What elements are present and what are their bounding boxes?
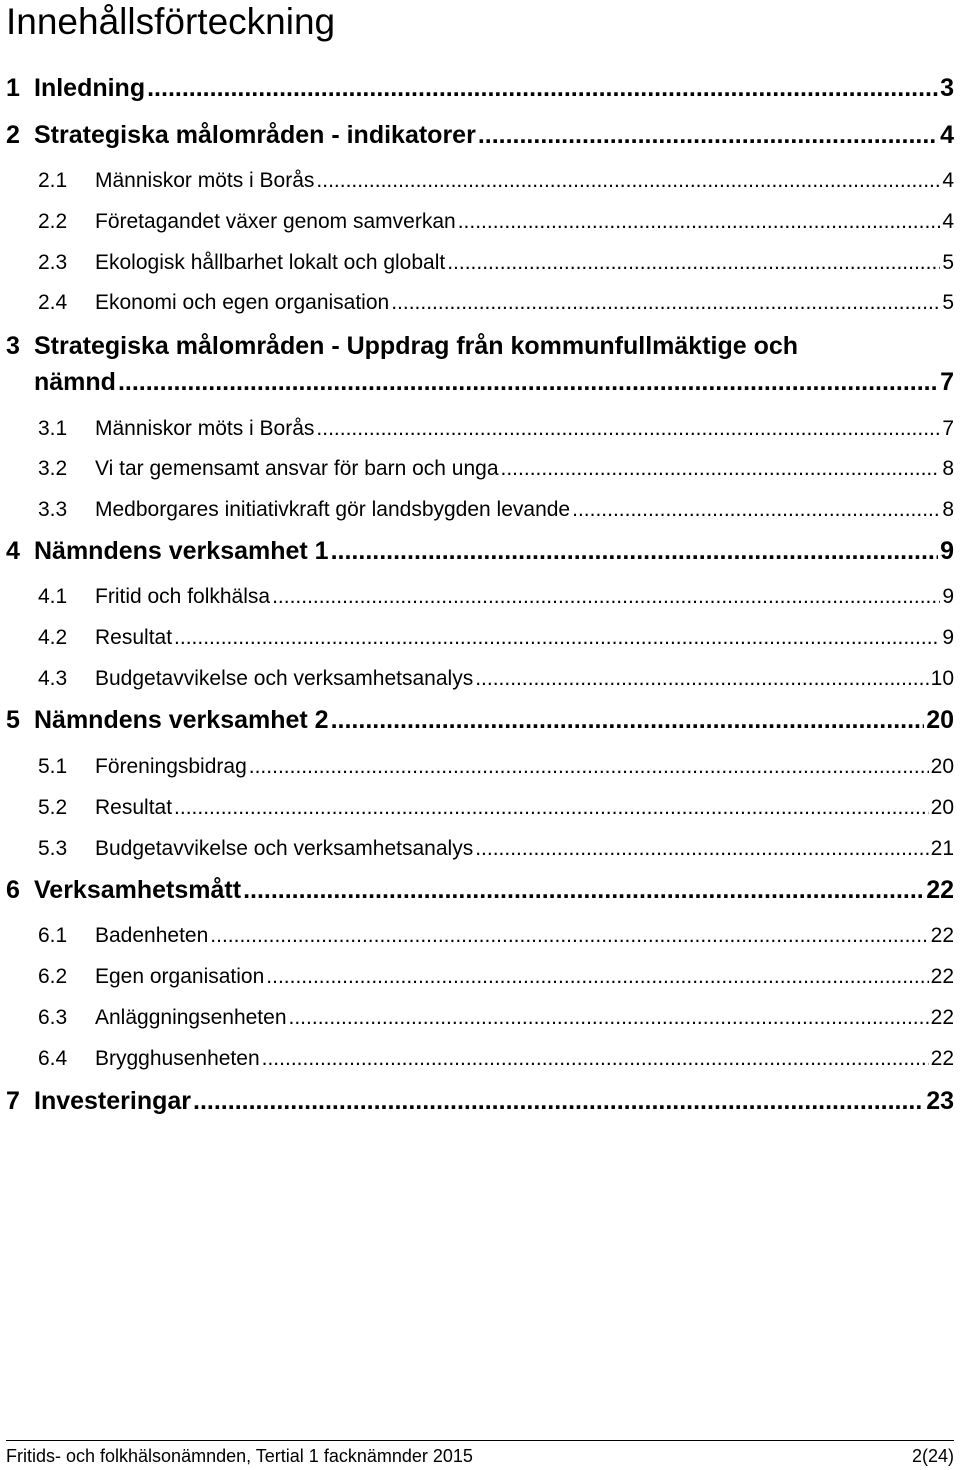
toc-entry-7[interactable] [6, 1087, 954, 1116]
toc-entry-page: 20 [930, 796, 954, 819]
toc-entry-page: 22 [930, 924, 954, 947]
toc-entry-number: 6.4 [38, 1047, 68, 1070]
toc-entry-title: Budgetavvikelse och verksamhetsanalys [95, 667, 474, 690]
toc-dot-leader [262, 1047, 929, 1071]
toc-entry-6-2[interactable] [6, 965, 954, 989]
toc-entry-number: 6 [6, 876, 20, 904]
toc-entry-title: Strategiska målområden - indikatorer [34, 121, 476, 149]
toc-dot-leader [316, 417, 940, 441]
toc-entry-3[interactable] [6, 332, 954, 361]
toc-dot-leader [272, 585, 940, 609]
toc-entry-title: Resultat [95, 626, 173, 649]
toc-dot-leader [193, 1087, 924, 1116]
toc-dot-leader [174, 796, 929, 820]
toc-entry-title: Människor möts i Borås [95, 169, 315, 192]
toc-entry-page: 10 [930, 667, 954, 690]
toc-dot-leader [478, 121, 938, 150]
toc-entry-number: 3.3 [38, 498, 68, 521]
toc-entry-title: Vi tar gemensamt ansvar för barn och unga [95, 457, 499, 480]
toc-dot-leader [447, 251, 940, 275]
toc-entry-number: 6.1 [38, 924, 68, 947]
toc-entry-title: Nämndens verksamhet 2 [34, 706, 329, 734]
toc-entry-page: 22 [926, 876, 954, 904]
toc-entry-number: 4 [6, 537, 20, 565]
page-title: Innehållsförteckning [6, 1, 336, 42]
toc-dot-leader [243, 876, 924, 905]
toc-entry-number: 3 [6, 332, 20, 360]
toc-entry-title-continued: nämnd [34, 368, 116, 396]
toc-entry-number: 7 [6, 1087, 20, 1115]
toc-entry-6-3[interactable] [6, 1006, 954, 1030]
toc-entry-5-1[interactable] [6, 755, 954, 779]
toc-entry-page: 22 [930, 965, 954, 988]
toc-entry-title: Brygghusenheten [95, 1047, 260, 1070]
toc-dot-leader [475, 837, 928, 861]
toc-entry-title: Medborgares initiativkraft gör landsbygden levande [95, 498, 571, 521]
toc-entry-5-2[interactable] [6, 796, 954, 820]
toc-entry-title: Investeringar [34, 1087, 192, 1115]
toc-entry-page: 20 [926, 706, 954, 734]
toc-entry-1[interactable] [6, 74, 954, 103]
toc-entry-number: 2.3 [38, 251, 68, 274]
toc-entry-title: Anläggningsenheten [95, 1006, 287, 1029]
toc-entry-number: 4.3 [38, 667, 68, 690]
toc-entry-number: 1 [6, 74, 20, 102]
toc-dot-leader [174, 626, 940, 650]
toc-entry-page: 5 [942, 291, 954, 314]
toc-entry-page: 7 [940, 368, 954, 396]
footer-divider [6, 1440, 954, 1441]
toc-dot-leader [147, 74, 938, 103]
toc-dot-leader [475, 667, 928, 691]
toc-entry-page: 20 [930, 755, 954, 778]
toc-entry-title: Fritid och folkhälsa [95, 585, 271, 608]
toc-entry-number: 2.2 [38, 210, 68, 233]
toc-entry-2-3[interactable] [6, 251, 954, 275]
toc-entry-number: 3.1 [38, 417, 68, 440]
footer-document-title: Fritids- och folkhälsonämnden, Tertial 1 facknämnder 2015 [6, 1446, 473, 1466]
toc-dot-leader [458, 210, 941, 234]
toc-entry-4-3[interactable] [6, 667, 954, 691]
toc-entry-2[interactable] [6, 121, 954, 150]
toc-entry-title: Ekonomi och egen organisation [95, 291, 390, 314]
toc-dot-leader [210, 924, 928, 948]
toc-entry-page: 9 [942, 626, 954, 649]
toc-dot-leader [316, 169, 940, 193]
toc-entry-6-1[interactable] [6, 924, 954, 948]
toc-entry-page: 22 [930, 1006, 954, 1029]
toc-entry-3-1[interactable] [6, 417, 954, 441]
toc-entry-number: 4.2 [38, 626, 68, 649]
toc-entry-2-2[interactable] [6, 210, 954, 234]
toc-entry-number: 5 [6, 706, 20, 734]
toc-entry-number: 5.2 [38, 796, 68, 819]
toc-dot-leader [331, 537, 939, 566]
toc-entry-title: Inledning [34, 74, 146, 102]
toc-entry-2-1[interactable] [6, 169, 954, 193]
toc-entry-page: 9 [942, 585, 954, 608]
toc-entry-page: 8 [942, 457, 954, 480]
toc-entry-page: 5 [942, 251, 954, 274]
toc-dot-leader [572, 498, 940, 522]
toc-entry-page: 7 [942, 417, 954, 440]
toc-entry-number: 4.1 [38, 585, 68, 608]
toc-entry-4-2[interactable] [6, 626, 954, 650]
toc-dot-leader [331, 706, 925, 735]
toc-entry-page: 4 [942, 210, 954, 233]
toc-entry-page: 23 [926, 1087, 954, 1115]
toc-entry-number: 5.3 [38, 837, 68, 860]
toc-dot-leader [118, 368, 938, 397]
toc-entry-number: 2 [6, 121, 20, 149]
toc-entry-6[interactable] [6, 876, 954, 905]
toc-entry-title: Badenheten [95, 924, 209, 947]
toc-entry-title: Budgetavvikelse och verksamhetsanalys [95, 837, 474, 860]
toc-entry-6-4[interactable] [6, 1047, 954, 1071]
toc-entry-page: 4 [942, 169, 954, 192]
toc-entry-page: 21 [930, 837, 954, 860]
toc-entry-5[interactable] [6, 706, 954, 735]
toc-entry-title: Ekologisk hållbarhet lokalt och globalt [95, 251, 446, 274]
toc-entry-4-1[interactable] [6, 585, 954, 609]
toc-entry-2-4[interactable] [6, 291, 954, 315]
toc-entry-title: Företagandet växer genom samverkan [95, 210, 456, 233]
toc-entry-number: 2.4 [38, 291, 68, 314]
toc-entry-4[interactable] [6, 537, 954, 566]
toc-entry-3-3[interactable] [6, 498, 954, 522]
toc-entry-number: 6.3 [38, 1006, 68, 1029]
toc-dot-leader [266, 965, 928, 989]
toc-entry-title: Föreningsbidrag [95, 755, 247, 778]
toc-dot-leader [249, 755, 929, 779]
toc-entry-number: 2.1 [38, 169, 68, 192]
toc-dot-leader [289, 1006, 929, 1030]
toc-entry-title: Nämndens verksamhet 1 [34, 537, 329, 565]
toc-entry-page: 8 [942, 498, 954, 521]
toc-entry-3-2[interactable] [6, 457, 954, 481]
footer-page-number: 2(24) [911, 1446, 954, 1466]
toc-entry-page: 3 [940, 74, 954, 102]
toc-entry-title: Egen organisation [95, 965, 265, 988]
toc-entry-title: Resultat [95, 796, 173, 819]
toc-entry-page: 9 [940, 537, 954, 565]
toc-dot-leader [391, 291, 940, 315]
toc-entry-number: 3.2 [38, 457, 68, 480]
toc-entry-number: 5.1 [38, 755, 68, 778]
toc-entry-page: 4 [940, 121, 954, 149]
toc-dot-leader [501, 457, 941, 481]
toc-entry-title: Människor möts i Borås [95, 417, 315, 440]
toc-entry-number: 6.2 [38, 965, 68, 988]
toc-entry-title: Strategiska målområden - Uppdrag från kommunfullmäktige och [34, 332, 799, 360]
toc-entry-5-3[interactable] [6, 837, 954, 861]
toc-entry-title: Verksamhetsmått [34, 876, 242, 904]
toc-entry-3-continued[interactable] [34, 368, 954, 397]
toc-entry-page: 22 [930, 1047, 954, 1070]
